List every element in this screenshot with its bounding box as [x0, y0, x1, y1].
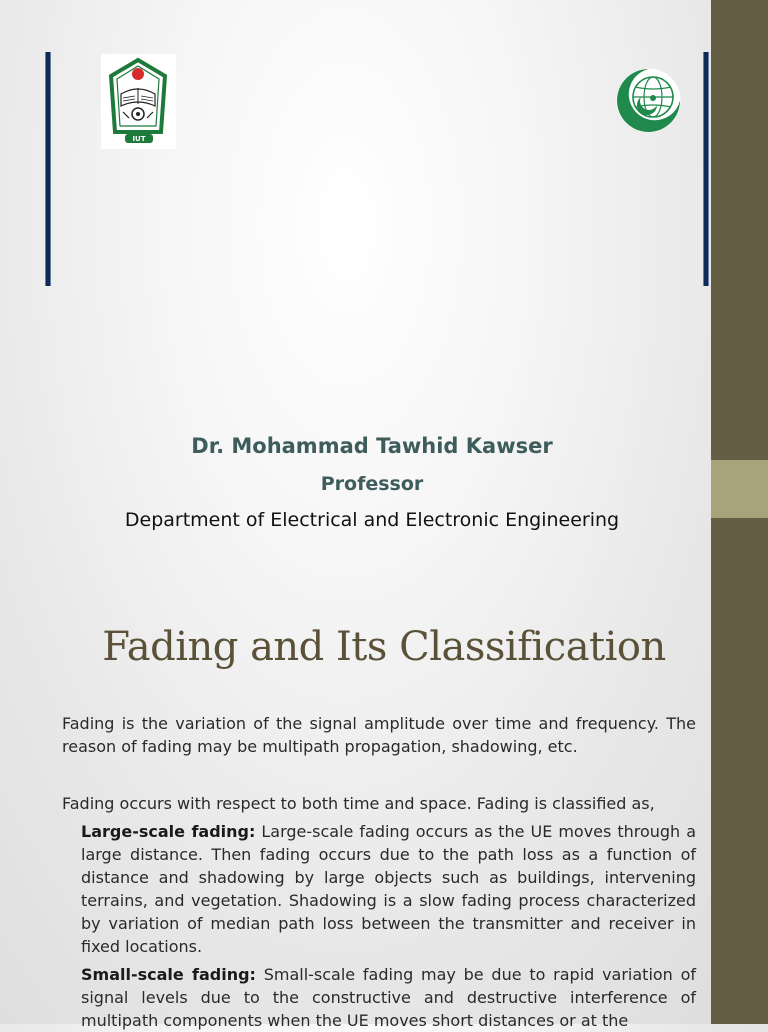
list-item-term: Small-scale fading: [81, 965, 256, 984]
intro-paragraph: Fading is the variation of the signal amplitude over time and frequency. The reason of fading may be multipath propagation, shadowing, etc. [62, 714, 696, 756]
left-vertical-rule [45, 52, 51, 286]
presenter-department: Department of Electrical and Electronic Engineering [124, 509, 620, 531]
list-item-text: Large-scale fading occurs as the UE moves through a large distance. Then fading occurs due to the path loss as a function of distance and shadowing by large objects such as buildings, intervening terrains, and vegetation. Shadowing is a slow fading process characterized by variation of median path loss between the transmitter and receiver in fixed locations. [81, 822, 696, 956]
presenter-name: Dr. Mohammad Tawhid Kawser [191, 434, 553, 458]
presenter-title: Professor [320, 473, 424, 495]
classification-paragraph: Fading occurs with respect to both time and space. Fading is classified as, [62, 794, 655, 813]
list-item-term: Large-scale fading: [81, 822, 256, 841]
slide-title: Fading and Its Classification [102, 624, 666, 670]
organization-logo [615, 67, 682, 134]
list-item-small-scale [81, 963, 696, 1032]
right-vertical-rule [703, 52, 709, 286]
university-logo [101, 54, 176, 149]
logo-left-lettering: IUT [132, 135, 146, 143]
list-item-text: Small-scale fading may be due to rapid variation of signal levels due to the constructive and destructive interference of multipath components when the UE moves short distances or at the [81, 965, 697, 1030]
list-item-large-scale [81, 820, 696, 958]
